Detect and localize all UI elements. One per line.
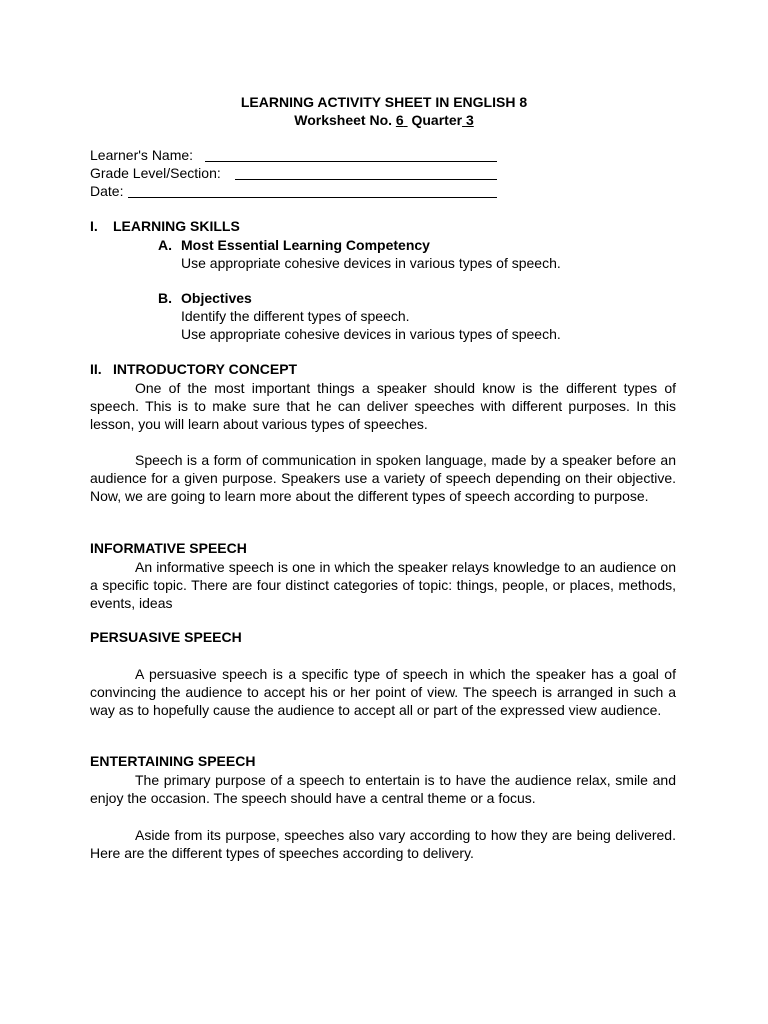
grade-level-line[interactable] <box>235 179 497 180</box>
intro-paragraph-2: Speech is a form of communication in spoken language, made by a speaker before an audience for a given purpose. Speakers use a variety of speech depending on their objective. Now, we are going to learn more about the different types of speech according to purpose. <box>90 452 676 504</box>
competency-text: Use appropriate cohesive devices in various types of speech. <box>181 255 561 271</box>
informative-paragraph: An informative speech is one in which the speaker relays knowledge to an audience on a specific topic. There are four distinct categories of topic: things, people, or places, methods, events, ideas <box>90 559 676 611</box>
quarter-label: Quarter <box>411 112 463 128</box>
entertaining-heading: ENTERTAINING SPEECH <box>90 753 256 769</box>
section-2-heading: INTRODUCTORY CONCEPT <box>113 361 298 377</box>
document-title: LEARNING ACTIVITY SHEET IN ENGLISH 8 <box>240 94 528 110</box>
date-line[interactable] <box>128 197 497 198</box>
informative-heading: INFORMATIVE SPEECH <box>90 540 247 556</box>
section-2-numeral: II. <box>90 361 102 377</box>
learner-name-line[interactable] <box>205 161 497 162</box>
worksheet-prefix: Worksheet No. <box>294 112 393 128</box>
quarter-number: 3 <box>465 112 474 128</box>
objective-2: Use appropriate cohesive devices in various types of speech. <box>181 326 561 342</box>
learner-name-label: Learner's Name: <box>90 147 194 163</box>
persuasive-paragraph: A persuasive speech is a specific type of speech in which the speaker has a goal of convincing the audience to accept his or her point of view. The speech is arranged in such a way as to hopefully cause the audience to accept all or part of the expressed view audience. <box>90 666 676 718</box>
date-label: Date: <box>90 183 124 199</box>
delivery-paragraph: Aside from its purpose, speeches also vary according to how they are being delivered. Here are the different types of speeches according to delivery. <box>90 827 676 861</box>
subsection-b-letter: B. <box>158 290 172 306</box>
subsection-b-heading: Objectives <box>181 290 252 306</box>
subsection-a-heading: Most Essential Learning Competency <box>181 237 430 253</box>
worksheet-number: 6 <box>395 112 404 128</box>
section-1-heading: LEARNING SKILLS <box>113 218 240 234</box>
intro-paragraph-1: One of the most important things a speaker should know is the different types of speech. This is to make sure that he can deliver speeches with different purposes. In this lesson, you will learn about various types of speeches. <box>90 380 676 432</box>
grade-level-label: Grade Level/Section: <box>90 165 221 181</box>
persuasive-heading: PERSUASIVE SPEECH <box>90 629 242 645</box>
objective-1: Identify the different types of speech. <box>181 308 410 324</box>
worksheet-subtitle <box>0 112 768 128</box>
entertaining-paragraph: The primary purpose of a speech to entertain is to have the audience relax, smile and enjoy the occasion. The speech should have a central theme or a focus. <box>90 772 676 806</box>
section-1-numeral: I. <box>90 218 98 234</box>
subsection-a-letter: A. <box>158 237 172 253</box>
